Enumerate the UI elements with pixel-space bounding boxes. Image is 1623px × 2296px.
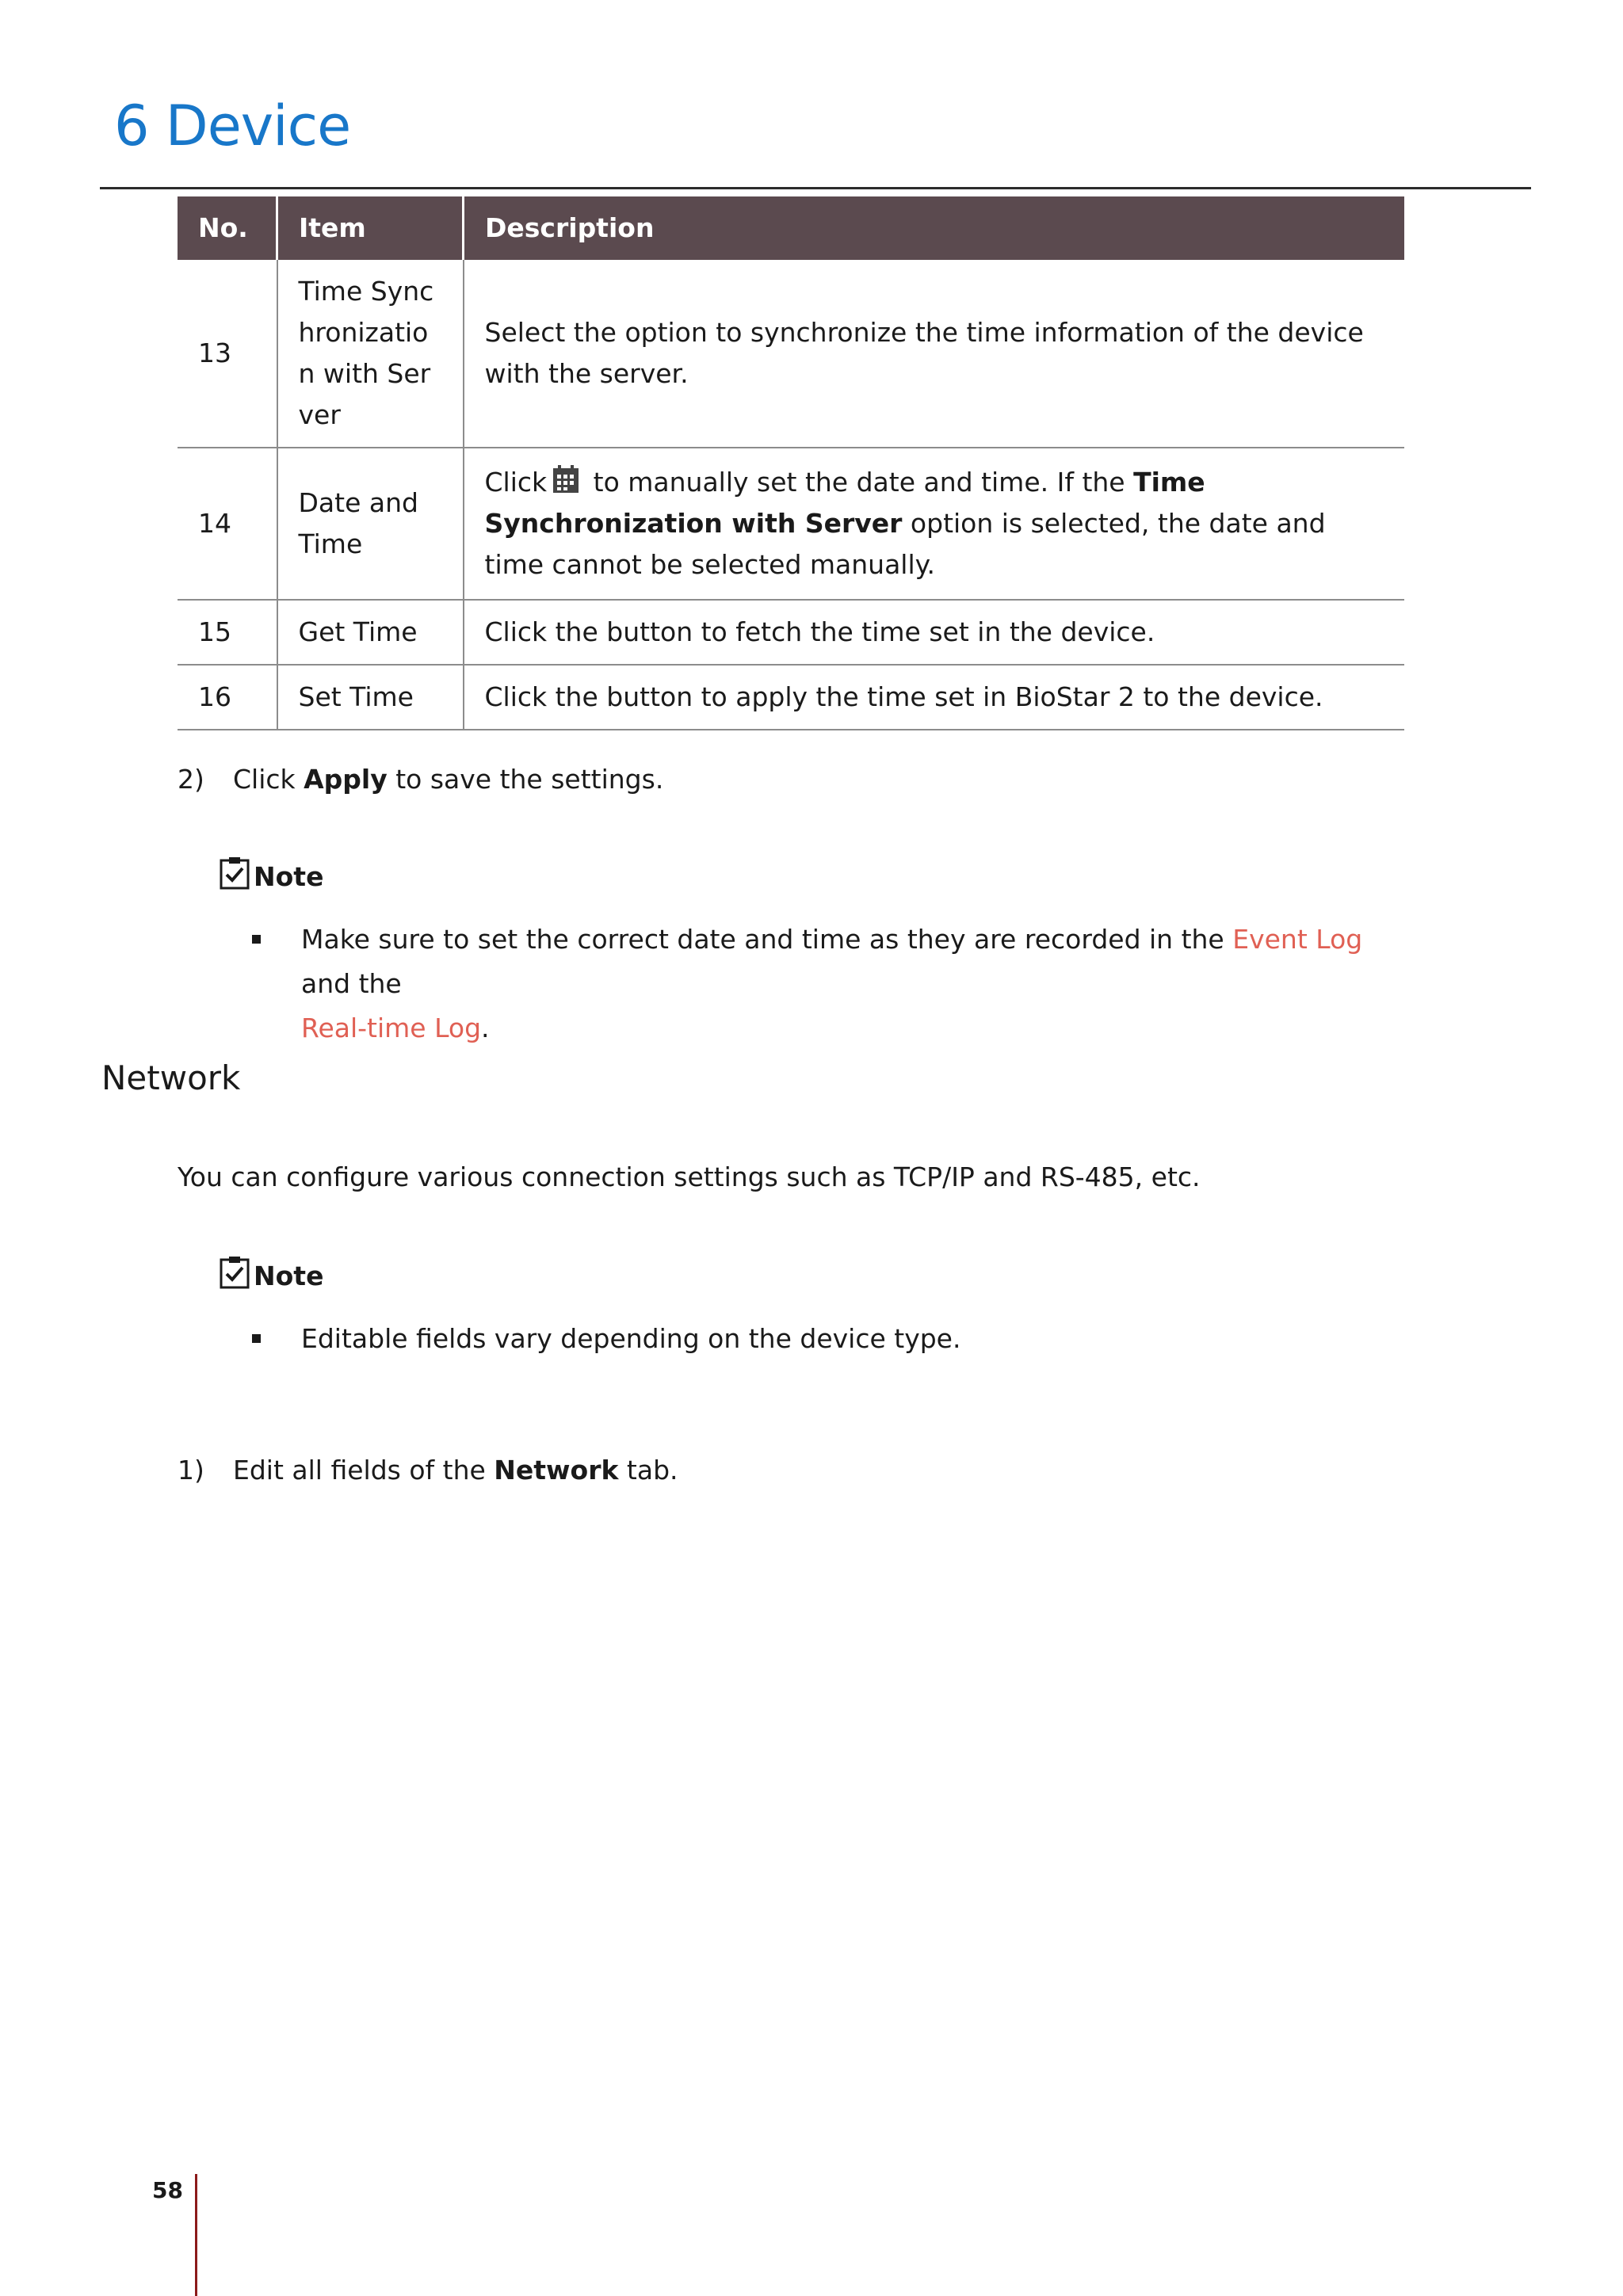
bullet-text: Editable fields vary depending on the device type. [301,1323,961,1354]
bullet-marker [252,935,261,944]
header-no: No. [178,196,277,260]
header-description: Description [464,196,1405,260]
step-2 [178,764,663,795]
bullet-marker [252,1334,261,1343]
step-number: 1) [178,1455,204,1486]
step-text-post: tab. [618,1455,678,1486]
chapter-title: 6 Device [114,93,351,158]
desc-pre-icon: Click [484,467,548,498]
row-item: Date and Time [277,448,464,600]
header-item: Item [277,196,464,260]
section-heading-network: Network [101,1058,241,1097]
note-heading [219,1255,323,1296]
bullet-text-mid: and the [301,968,402,999]
row-no: 15 [178,600,277,665]
clipboard-check-icon [219,856,254,897]
step-text-post: to save the settings. [387,764,664,795]
desc-tail: option is selected, the date and time cannot be selected manually. [484,508,1326,580]
clipboard-check-icon [219,1255,254,1296]
step-bold: Apply [304,764,388,795]
realtime-log-link[interactable]: Real-time Log [301,1013,482,1043]
event-log-link[interactable]: Event Log [1232,924,1363,955]
title-divider [100,187,1531,189]
table-row [178,448,1404,600]
row-description [464,448,1405,600]
row-no: 13 [178,260,277,448]
row-description: Click the button to fetch the time set in the device. [464,600,1405,665]
bullet-text [301,917,1411,1051]
settings-table [178,196,1404,730]
row-item: Time Synchronization with Server [277,260,464,448]
page-number: 58 [152,2177,183,2203]
footer-divider [195,2174,197,2296]
row-no: 16 [178,665,277,730]
step-text-pre: Edit all fields of the [233,1455,495,1486]
calendar-icon [552,464,580,494]
note-label: Note [254,1260,324,1291]
note-heading [219,856,323,897]
step-1 [178,1455,678,1486]
row-item: Set Time [277,665,464,730]
table-row [178,665,1404,730]
row-description: Click the button to apply the time set in BioStar 2 to the device. [464,665,1405,730]
table-header-row [178,196,1404,260]
bullet-text-pre: Make sure to set the correct date and time as they are recorded in the [301,924,1233,955]
step-text-pre: Click [233,764,304,795]
note-label: Note [254,860,324,892]
table-row [178,260,1404,448]
row-item: Get Time [277,600,464,665]
step-number: 2) [178,764,204,795]
desc-post-icon: to manually set the date and time. If the [585,467,1134,498]
row-description: Select the option to synchronize the time information of the device with the server. [464,260,1405,448]
network-paragraph: You can configure various connection settings such as TCP/IP and RS-485, etc. [178,1161,1201,1192]
row-no: 14 [178,448,277,600]
desc-bold-term: Time Synchronization with Server [484,467,1205,539]
table-row [178,600,1404,665]
step-bold: Network [494,1455,619,1486]
bullet-text-post: . [481,1013,490,1043]
